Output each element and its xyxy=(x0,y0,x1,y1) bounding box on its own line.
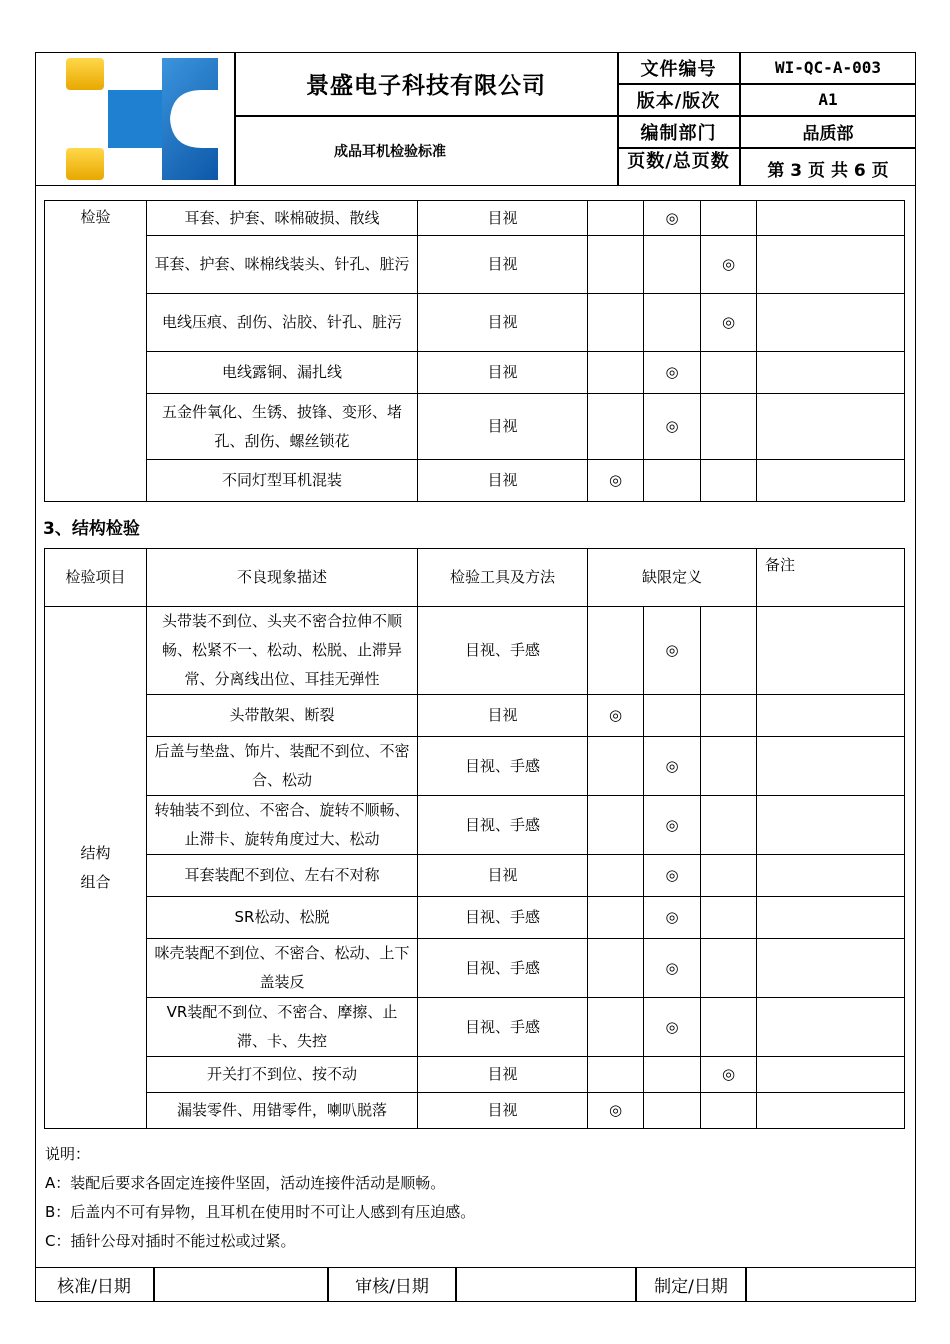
defect-level-1 xyxy=(588,352,644,394)
table-row xyxy=(45,607,905,695)
group-label: 检验 xyxy=(80,208,111,226)
document-title: 成品耳机检验标准 xyxy=(334,143,446,160)
header-method: 检验工具及方法 xyxy=(418,549,588,607)
defect-level-3 xyxy=(701,855,757,897)
version-label: 版本/版次 xyxy=(636,90,721,112)
defect-description: 耳套、护套、咪棉破损、散线 xyxy=(147,201,418,236)
defect-level-2 xyxy=(644,939,701,998)
group-label: 组合 xyxy=(80,872,111,891)
check-mark-icon: ◎ xyxy=(665,958,679,977)
version-value: A1 xyxy=(818,90,838,109)
defect-description: 耳套、护套、咪棉线装头、针孔、脏污 xyxy=(147,236,418,294)
defect-level-2 xyxy=(644,394,701,460)
check-mark-icon: ◎ xyxy=(665,1017,679,1036)
table-row xyxy=(45,460,905,502)
inspection-method: 目视、手感 xyxy=(418,939,588,998)
defect-level-1 xyxy=(588,1093,644,1129)
defect-level-3 xyxy=(701,1093,757,1129)
remark-cell xyxy=(757,236,905,294)
defect-level-3 xyxy=(701,897,757,939)
defect-level-1 xyxy=(588,294,644,352)
inspection-method: 目视 xyxy=(418,855,588,897)
doc-no-label: 文件编号 xyxy=(640,58,717,80)
check-mark-icon: ◎ xyxy=(665,417,679,435)
remark-cell xyxy=(757,1057,905,1093)
defect-level-2 xyxy=(644,737,701,796)
table-row xyxy=(45,294,905,352)
table-row xyxy=(45,201,905,236)
defect-level-1 xyxy=(588,998,644,1057)
inspection-method: 目视、手感 xyxy=(418,897,588,939)
appearance-inspection-table xyxy=(44,200,905,502)
company-name: 景盛电子科技有限公司 xyxy=(306,73,546,99)
defect-level-3 xyxy=(701,352,757,394)
defect-level-1 xyxy=(588,737,644,796)
check-mark-icon: ◎ xyxy=(721,255,736,273)
defect-level-1 xyxy=(588,796,644,855)
header-defect: 缺限定义 xyxy=(588,549,757,607)
remark-cell xyxy=(757,855,905,897)
check-mark-icon: ◎ xyxy=(665,908,679,926)
remark-cell xyxy=(757,352,905,394)
inspection-method: 目视 xyxy=(418,201,588,236)
defect-level-3 xyxy=(701,460,757,502)
defect-level-3 xyxy=(701,394,757,460)
defect-level-2 xyxy=(644,796,701,855)
inspection-method: 目视 xyxy=(418,460,588,502)
pages-value: 第 3 页 共 6 页 xyxy=(767,160,889,181)
dept-value: 品质部 xyxy=(802,124,854,144)
defect-level-3 xyxy=(701,737,757,796)
remark-cell xyxy=(757,460,905,502)
table-header-row xyxy=(45,549,905,607)
defect-level-1 xyxy=(588,897,644,939)
defect-level-3 xyxy=(701,796,757,855)
check-mark-icon: ◎ xyxy=(665,208,679,227)
defect-level-2 xyxy=(644,897,701,939)
defect-level-3 xyxy=(701,236,757,294)
defect-level-1 xyxy=(588,201,644,236)
remark-cell xyxy=(757,294,905,352)
remark-cell xyxy=(757,998,905,1057)
header-remark: 备注 xyxy=(757,549,905,607)
table-row xyxy=(45,998,905,1057)
defect-level-2 xyxy=(644,1093,701,1129)
inspection-method: 目视、手感 xyxy=(418,607,588,695)
review-field[interactable] xyxy=(457,1268,635,1301)
document-header xyxy=(35,52,916,186)
pages-label: 页数/总页数 xyxy=(627,151,730,172)
defect-level-2 xyxy=(644,695,701,737)
defect-description: 转轴装不到位、不密合、旋转不顺畅、止滞卡、旋转角度过大、松动 xyxy=(147,796,418,855)
defect-level-3 xyxy=(701,294,757,352)
inspection-method: 目视 xyxy=(418,352,588,394)
defect-description: 头带装不到位、头夹不密合拉伸不顺畅、松紧不一、松动、松脱、止滞异常、分离线出位、耳挂无弹性 xyxy=(147,607,418,695)
check-mark-icon: ◎ xyxy=(665,641,679,659)
defect-level-3 xyxy=(701,695,757,737)
table-row xyxy=(45,939,905,998)
defect-description: SR松动、松脱 xyxy=(147,897,418,939)
remark-cell xyxy=(757,737,905,796)
header-desc: 不良现象描述 xyxy=(147,549,418,607)
group-label: 结构 xyxy=(80,843,111,862)
defect-description: 不同灯型耳机混装 xyxy=(147,460,418,502)
defect-level-2 xyxy=(644,352,701,394)
defect-description: VR装配不到位、不密合、摩擦、止滞、卡、失控 xyxy=(147,998,418,1057)
defect-level-2 xyxy=(644,998,701,1057)
note-a: A：装配后要求各固定连接件坚固，活动连接件活动是顺畅。 xyxy=(45,1174,446,1192)
check-mark-icon: ◎ xyxy=(608,706,623,724)
section-structure-title: 3、结构检验 xyxy=(43,519,140,539)
defect-description: 电线露铜、漏扎线 xyxy=(147,352,418,394)
table-row xyxy=(45,796,905,855)
check-mark-icon: ◎ xyxy=(608,1101,623,1119)
inspection-method: 目视 xyxy=(418,695,588,737)
defect-level-1 xyxy=(588,394,644,460)
defect-level-2 xyxy=(644,236,701,294)
inspection-method: 目视、手感 xyxy=(418,998,588,1057)
table-row xyxy=(45,737,905,796)
remark-cell xyxy=(757,607,905,695)
defect-level-1 xyxy=(588,695,644,737)
inspection-method: 目视、手感 xyxy=(418,796,588,855)
remark-cell xyxy=(757,695,905,737)
remark-cell xyxy=(757,796,905,855)
check-mark-icon: ◎ xyxy=(608,471,623,489)
defect-level-3 xyxy=(701,201,757,236)
defect-description: 电线压痕、刮伤、沾胶、针孔、脏污 xyxy=(147,294,418,352)
defect-level-1 xyxy=(588,939,644,998)
inspection-method: 目视 xyxy=(418,394,588,460)
defect-description: 开关打不到位、按不动 xyxy=(147,1057,418,1093)
table-row xyxy=(45,236,905,294)
note-c: C：插针公母对插时不能过松或过紧。 xyxy=(45,1232,296,1250)
inspection-method: 目视 xyxy=(418,294,588,352)
approve-label: 核准/日期 xyxy=(57,1277,131,1297)
table-row xyxy=(45,855,905,897)
logo-icon xyxy=(52,54,218,184)
check-mark-icon: ◎ xyxy=(665,363,679,381)
review-label: 审核/日期 xyxy=(355,1277,429,1297)
note-b: B：后盖内不可有异物，且耳机在使用时不可让人感到有压迫感。 xyxy=(45,1203,476,1221)
inspection-method: 目视、手感 xyxy=(418,737,588,796)
defect-level-3 xyxy=(701,607,757,695)
structure-inspection-table xyxy=(44,548,905,1129)
check-mark-icon: ◎ xyxy=(721,1065,736,1083)
defect-description: 后盖与垫盘、饰片、装配不到位、不密合、松动 xyxy=(147,737,418,796)
table-row xyxy=(45,1093,905,1129)
check-mark-icon: ◎ xyxy=(721,313,736,331)
table-row xyxy=(45,897,905,939)
inspection-item-cell xyxy=(45,607,147,1129)
company-logo xyxy=(35,52,235,185)
defect-level-2 xyxy=(644,294,701,352)
table-row xyxy=(45,352,905,394)
defect-description: 头带散架、断裂 xyxy=(147,695,418,737)
defect-level-2 xyxy=(644,607,701,695)
defect-level-3 xyxy=(701,998,757,1057)
defect-level-1 xyxy=(588,607,644,695)
inspection-item-cell xyxy=(45,201,147,502)
signature-footer xyxy=(35,1267,916,1302)
defect-description: 五金件氧化、生锈、披锋、变形、堵孔、刮伤、螺丝锁花 xyxy=(147,394,418,460)
header-item: 检验项目 xyxy=(45,549,147,607)
defect-level-3 xyxy=(701,1057,757,1093)
remark-cell xyxy=(757,394,905,460)
inspection-method: 目视 xyxy=(418,236,588,294)
defect-level-3 xyxy=(701,939,757,998)
remark-cell xyxy=(757,939,905,998)
defect-level-2 xyxy=(644,460,701,502)
inspection-method: 目视 xyxy=(418,1093,588,1129)
remark-cell xyxy=(757,201,905,236)
prepare-field[interactable] xyxy=(747,1268,915,1301)
check-mark-icon: ◎ xyxy=(665,815,679,834)
defect-description: 耳套装配不到位、左右不对称 xyxy=(147,855,418,897)
check-mark-icon: ◎ xyxy=(665,866,679,884)
dept-label: 编制部门 xyxy=(640,122,717,144)
prepare-label: 制定/日期 xyxy=(654,1277,728,1297)
defect-level-2 xyxy=(644,1057,701,1093)
notes-title: 说明： xyxy=(45,1145,91,1163)
table-row xyxy=(45,1057,905,1093)
approve-field[interactable] xyxy=(155,1268,327,1301)
defect-level-1 xyxy=(588,855,644,897)
defect-level-2 xyxy=(644,855,701,897)
table-row xyxy=(45,695,905,737)
defect-description: 咪壳装配不到位、不密合、松动、上下盖装反 xyxy=(147,939,418,998)
doc-no-value: WI-QC-A-003 xyxy=(775,58,881,77)
notes-block xyxy=(45,1140,475,1256)
check-mark-icon: ◎ xyxy=(665,756,679,775)
remark-cell xyxy=(757,897,905,939)
defect-level-1 xyxy=(588,1057,644,1093)
remark-cell xyxy=(757,1093,905,1129)
table-row xyxy=(45,394,905,460)
defect-description: 漏装零件、用错零件，喇叭脱落 xyxy=(147,1093,418,1129)
defect-level-2 xyxy=(644,201,701,236)
inspection-method: 目视 xyxy=(418,1057,588,1093)
defect-level-1 xyxy=(588,460,644,502)
defect-level-1 xyxy=(588,236,644,294)
